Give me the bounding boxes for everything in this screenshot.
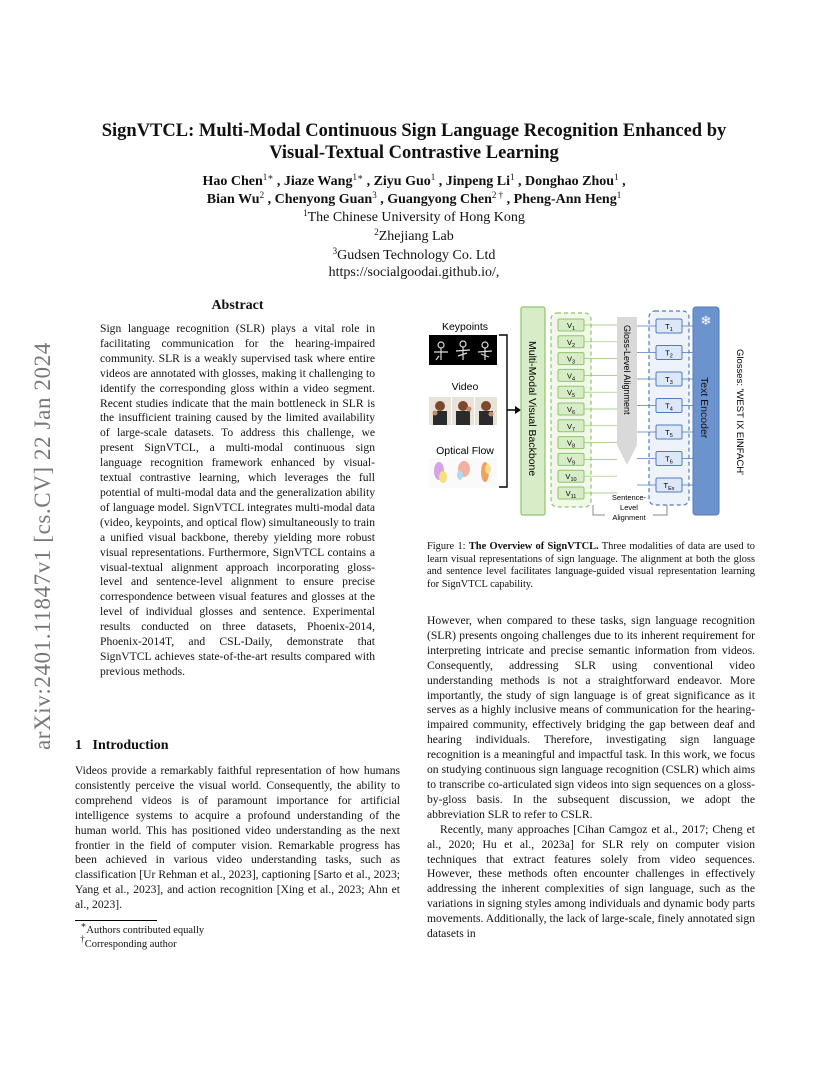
svg-text:V5: $V_5$: [566, 388, 576, 400]
visual-token: [558, 453, 584, 466]
author-sup: 3: [372, 190, 377, 200]
svg-text:TEx: $T_{Ex}$: [663, 481, 675, 492]
footnote-2: [75, 934, 204, 952]
authors-line-2: Bian Wu$^2$ , Chenyong Guan$^3$ , Guangyong Chen$^{2 \dagger}$ , Pheng-Ann Heng$^1$: [206, 190, 622, 207]
arrow-head: [515, 406, 521, 414]
affiliation-sup: 2: [374, 227, 379, 237]
visual-token: [558, 487, 584, 500]
sentence-alignment-label-2: Level: [620, 503, 638, 512]
author-name: Pheng-Ann Heng: [513, 192, 617, 207]
text-token: [656, 399, 682, 413]
author-sup: 1∗: [262, 172, 274, 182]
text-token: [656, 346, 682, 360]
optical-flow-frames: [429, 458, 497, 488]
visual-token: [558, 336, 584, 349]
svg-text:T4: $T_4$: [665, 401, 673, 413]
visual-token: [558, 353, 584, 366]
affiliation-text: The Chinese University of Hong Kong: [307, 210, 525, 225]
arxiv-stamp: arXiv:2401.11847v1 [cs.CV] 22 Jan 2024: [30, 342, 55, 750]
affiliation-sup: 3: [332, 246, 338, 256]
abstract-heading: Abstract: [211, 298, 264, 313]
modality-label-optical-flow: Optical Flow: [436, 445, 494, 457]
author-name: Chenyong Guan: [274, 192, 373, 207]
svg-text:T1: $T_1$: [665, 322, 673, 333]
text-encoder-label: Text Encoder: [698, 377, 710, 439]
glosses-label: Glosses: 'WEST IX EINFACH': [734, 349, 745, 475]
svg-text:V2: $V_2$: [566, 337, 576, 349]
footnote-text: Corresponding author: [84, 939, 177, 950]
affiliation-2: [60, 227, 768, 246]
paper-title: [40, 120, 788, 164]
authors-line-1: Hao Chen$^{1∗}$ , Jiaze Wang$^{1∗}$ , Ziyu Guo$^1$ , Jinpeng Li$^1$ , Donghao Zhou$^1$ ,: [202, 172, 626, 189]
caption-title: The Overview of SignVTCL.: [468, 541, 599, 552]
title-line-1: SignVTCL: Multi-Modal Continuous Sign Language Recognition Enhanced by: [101, 121, 727, 141]
footnote-1: [75, 920, 205, 938]
footnote-mark: †: [80, 934, 85, 944]
text-token: [656, 478, 682, 492]
sentence-alignment-label-3: Alignment: [612, 513, 646, 522]
author-name: Bian Wu: [206, 192, 260, 207]
svg-text:V10: $V_{10}$: [565, 472, 577, 484]
svg-text:V1: $V_1$: [566, 321, 576, 332]
introduction-left-text: Videos provide a remarkably faithful representation of how humans consistently perceive the visual world. Consequently, the ability to comprehend videos is of paramount importance for artificial intelligence systems to acquire a profound understanding of the human world. This has positioned video understanding as the next frontier in the field of computer vision. Remarkable progress has been achieved in various video understanding tasks, such as classification [Ur Rehman et al., 2023], captioning [Sarto et al., 2023; Yang et al., 2023], and action recognition [Xing et al., 2023; Ahn et al., 2023].: [75, 764, 400, 912]
affiliation-1: [60, 208, 768, 227]
text-token: [656, 319, 682, 333]
modality-label-video: Video: [451, 381, 479, 393]
introduction-right-text: [427, 614, 755, 942]
svg-text:V4: $V_4$: [566, 371, 576, 383]
author-sup: 1: [430, 172, 436, 182]
author-name: Ziyu Guo: [373, 174, 431, 189]
author-name: Guangyong Chen: [387, 192, 492, 207]
author-sup: 1: [616, 190, 622, 200]
gloss-alignment-label: Gloss-Level Alignment: [622, 325, 632, 415]
footnote-text: Authors contributed equally: [86, 925, 205, 936]
video-frames: [429, 397, 497, 425]
affiliation-text: Zhejiang Lab: [378, 229, 454, 244]
svg-text:V6: $V_6$: [566, 405, 576, 416]
visual-token: [558, 319, 584, 332]
visual-token: [558, 470, 584, 483]
affiliation-text: Gudsen Technology Co. Ltd: [337, 248, 496, 263]
caption-label: Figure 1:: [427, 541, 466, 552]
svg-text:V3: $V_3$: [566, 354, 576, 366]
author-sup: 2 †: [491, 190, 504, 200]
backbone-label: Multi-Modal Visual Backbone: [526, 341, 538, 477]
modality-bracket: [499, 335, 515, 487]
author-sup: 2: [259, 190, 265, 200]
modality-label-keypoints: Keypoints: [441, 321, 489, 333]
text-token: [656, 372, 682, 386]
svg-text:T2: $T_2$: [665, 348, 673, 360]
svg-text:V7: $V_7$: [566, 421, 576, 433]
overview-figure: [427, 305, 755, 527]
svg-text:V11: $V_{11}$: [565, 489, 577, 500]
author-name: Hao Chen: [202, 174, 263, 189]
visual-token: [558, 369, 584, 382]
abstract-text: Sign language recognition (SLR) plays a vital role in facilitating communication for the hearing-impaired community. SLR is a weakly supervised task where entire videos are annotated with glosses, making it challenging to identify the corresponding gloss within a video segment. Recent studies indicate that the main bottleneck in SLR is the insufficient training caused by the limited availability of large-scale datasets. To address this challenge, we present SignVTCL, a multi-modal continuous sign language recognition framework enhanced by visual-textual contrastive learning, which leverages the full potential of multi-modal data and the generalization ability of language model. SignVTCL integrates multi-modal data (video, keypoints, and optical flow) simultaneously to train a unified visual backbone, thereby yielding more robust visual representations. Furthermore, SignVTCL contains a visual-textual alignment approach incorporating gloss-level and sentence-level alignment to ensure precise correspondence between visual features and glosses at the level of individual glosses and sentence. Experimental results conducted on three datasets, Phoenix-2014, Phoenix-2014T, and CSL-Daily, demonstrate that SignVTCL achieves state-of-the-art results compared with previous methods.: [100, 322, 375, 678]
visual-token: [558, 437, 584, 450]
author-name: Donghao Zhou: [524, 174, 615, 189]
caption-text: Three modalities of data are used to learn visual representations of sign language. The alignment at both the gloss and sentence level facilitates language-guided visual representation learning for SignVTCL capability.: [427, 541, 756, 590]
keypoints-images: [429, 335, 497, 365]
svg-text:V8: $V_8$: [566, 438, 576, 450]
snowflake-icon: ❄: [700, 313, 712, 328]
svg-text:V9: $V_9$: [566, 455, 576, 467]
text-token: [656, 452, 682, 466]
author-name: Jinpeng Li: [445, 174, 510, 189]
paragraph: However, when compared to these tasks, sign language recognition (SLR) presents ongoing challenges due to its inherent requirement for interpreting intricate and precise semantic information from videos. Consequently, addressing SLR using conventional video understanding methods is not a straightforward endeavor. More importantly, the study of sign language is of great significance as it serves as a highly inclusive means of communication for the hearing-impaired community, effectively bridging the gap between deaf and hearing individuals. Therefore, investigating sign language recognition is a meaningful and impactful task. In this work, we focus on studying continuous sign language recognition (CSLR) which aims to transcribe co-articulated sign videos into sign sequences on a gloss-by-gloss basis. In the subsequent discussion, we adopt the abbreviation SLR to refer to CSLR.: [427, 614, 755, 821]
footnote-rule: [75, 920, 157, 921]
svg-text:T6: $T_6$: [665, 454, 673, 466]
author-sup: 1: [509, 172, 515, 182]
svg-text:T5: $T_5$: [665, 428, 673, 439]
visual-token: [558, 420, 584, 433]
text-token: [656, 425, 682, 439]
author-sup: 1: [614, 172, 619, 182]
project-website[interactable]: https://socialgoodai.github.io/,: [328, 265, 500, 280]
title-line-2: Visual-Textual Contrastive Learning: [269, 143, 559, 163]
figure-caption: [427, 541, 755, 591]
section-number: 1: [75, 738, 82, 753]
section-title: Introduction: [92, 738, 169, 753]
footnote-mark: ∗: [80, 920, 87, 930]
introduction-heading: [75, 738, 168, 754]
affiliation-sup: 1: [303, 208, 308, 218]
author-sup: 1∗: [352, 172, 364, 182]
visual-token: [558, 403, 584, 416]
paragraph: Recently, many approaches [Cihan Camgoz et al., 2017; Cheng et al., 2020; Hu et al., 2023a] for SLR rely on computer vision techniques that extract features solely from video sequences. However, these methods often encounter challenges in effectively addressing the inherent complexities of sign language, such as the variations in signing styles among individuals and dynamic body parts movements. Additionally, the lack of large-scale, finely annotated sign datasets in: [427, 822, 755, 941]
author-name: Jiaze Wang: [283, 174, 353, 189]
svg-text:T3: $T_3$: [665, 375, 673, 386]
visual-token: [558, 386, 584, 399]
sentence-alignment-label-1: Sentence-: [611, 493, 647, 502]
footnotes: [75, 920, 205, 952]
